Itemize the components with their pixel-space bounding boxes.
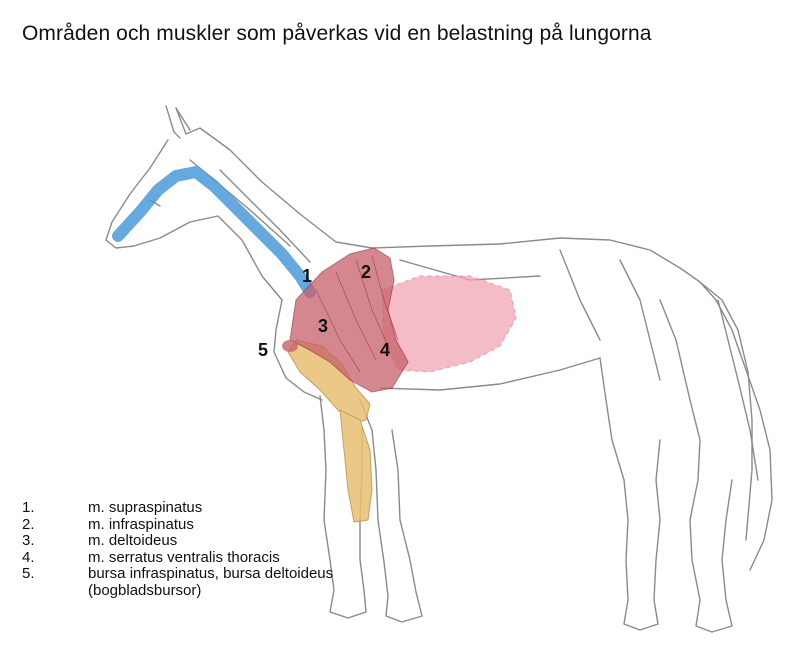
marker-3: 3 xyxy=(318,316,329,336)
marker-1: 1 xyxy=(302,266,313,286)
bursa-area xyxy=(282,340,298,352)
legend-label: m. supraspinatus xyxy=(88,499,203,516)
legend-item xyxy=(22,500,333,517)
legend-label: m. deltoideus xyxy=(88,532,178,549)
legend-item xyxy=(22,550,333,567)
legend-label: (bogbladsbursor) xyxy=(88,581,202,599)
legend-number: 2. xyxy=(22,515,35,533)
legend-item xyxy=(22,517,333,534)
diagram-title: Områden och muskler som påverkas vid en belastning på lungorna xyxy=(22,22,652,45)
legend-item xyxy=(22,566,333,583)
legend-number: 4. xyxy=(22,548,35,566)
marker-5: 5 xyxy=(258,340,269,360)
legend-number: 3. xyxy=(22,532,35,549)
legend-label: m. infraspinatus xyxy=(88,515,194,533)
legend-label: bursa infraspinatus, bursa deltoideus xyxy=(88,565,334,582)
legend-number xyxy=(22,583,88,600)
legend xyxy=(22,500,333,599)
legend-item xyxy=(22,533,333,550)
legend-number: 1. xyxy=(22,499,35,516)
marker-2: 2 xyxy=(361,262,372,282)
legend-label: m. serratus ventralis thoracis xyxy=(88,548,280,566)
marker-4: 4 xyxy=(380,340,391,360)
legend-item xyxy=(22,583,333,600)
legend-number: 5. xyxy=(22,565,35,582)
